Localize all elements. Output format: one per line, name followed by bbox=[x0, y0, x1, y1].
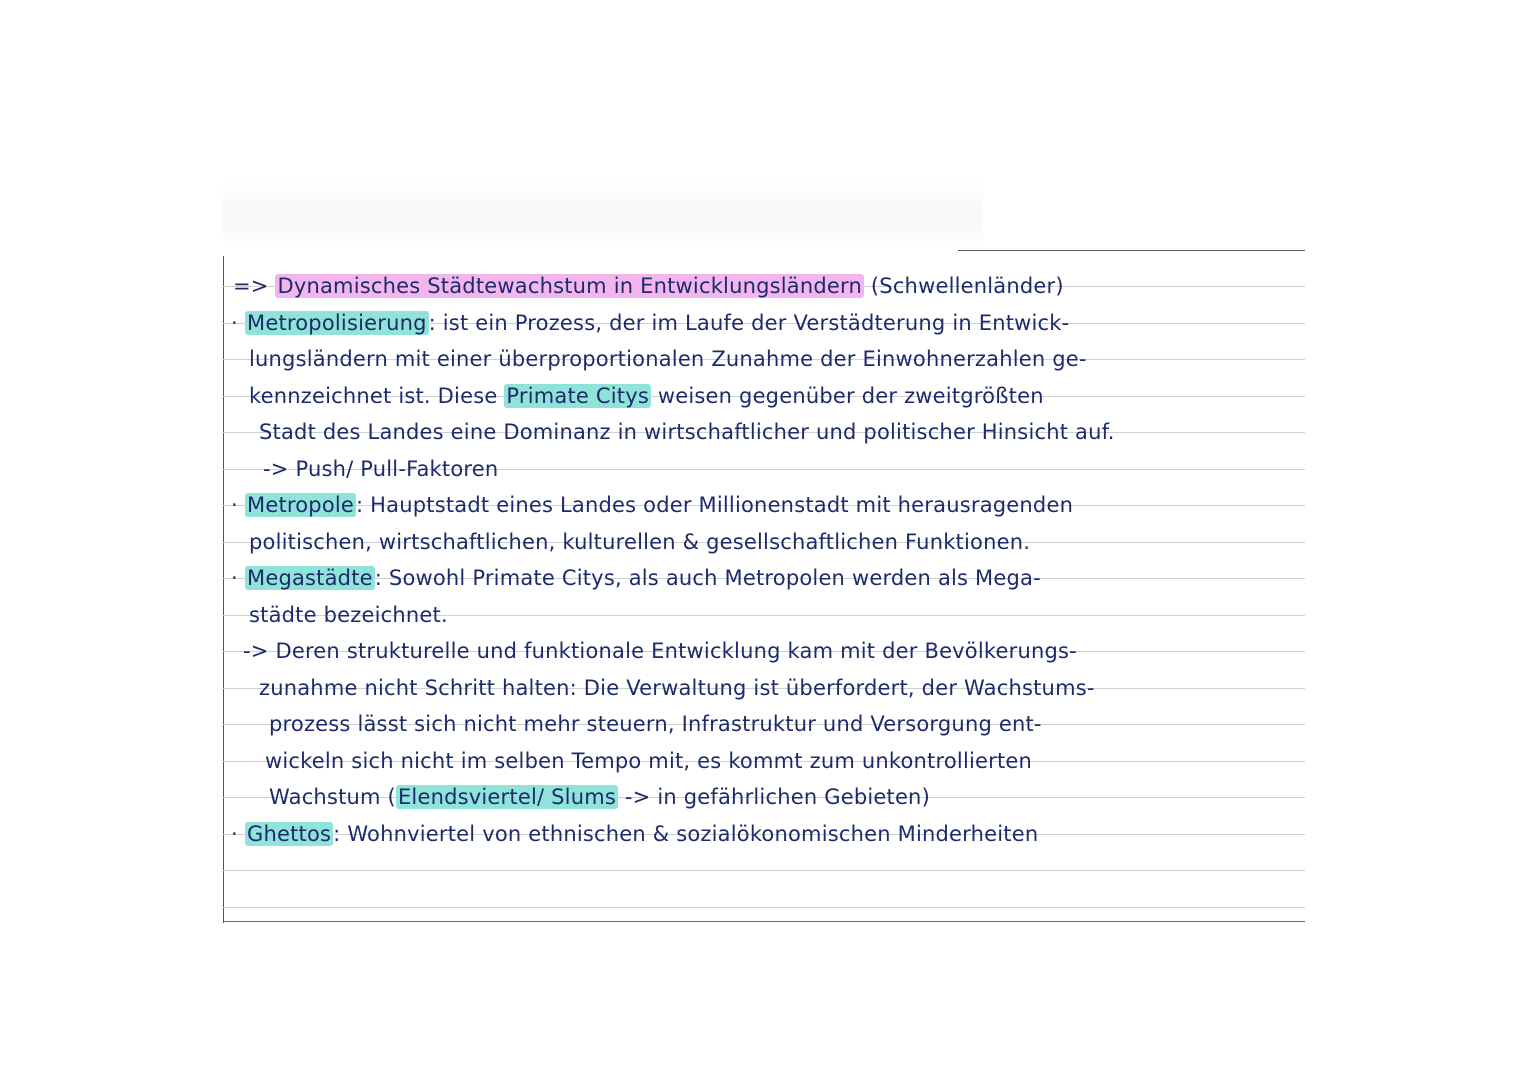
ruled-line bbox=[223, 907, 1305, 908]
highlighted-term: Dynamisches Städtewachstum in Entwicklungsländern bbox=[277, 274, 863, 298]
note-text-span: Stadt des Landes eine Dominanz in wirtschaftlicher und politischer Hinsicht auf. bbox=[259, 420, 1115, 444]
note-text-span: : ist ein Prozess, der im Laufe der Verstädterung in Entwick- bbox=[428, 310, 1070, 335]
highlighted-term: Metropolisierung bbox=[247, 310, 427, 335]
note-line bbox=[223, 597, 1331, 633]
top-border-line bbox=[958, 250, 1305, 251]
bullet-dot: · bbox=[231, 821, 238, 846]
note-text-span: => bbox=[233, 274, 276, 298]
note-text-span: kennzeichnet ist. Diese bbox=[249, 383, 505, 408]
note-line bbox=[223, 378, 1331, 414]
note-text-span: städte bezeichnet. bbox=[249, 602, 448, 627]
highlighted-term: Metropole bbox=[247, 493, 355, 517]
note-line bbox=[223, 524, 1331, 560]
note-line bbox=[223, 560, 1313, 596]
ruled-line bbox=[223, 870, 1305, 871]
note-text-span: : Hauptstadt eines Landes oder Millionenstadt mit herausragenden bbox=[356, 493, 1074, 517]
note-text-span: zunahme nicht Schritt halten: Die Verwaltung ist überfordert, der Wachstums- bbox=[259, 675, 1095, 700]
note-line bbox=[223, 341, 1331, 377]
note-line bbox=[223, 633, 1325, 669]
note-line bbox=[223, 268, 1315, 304]
note-text-span: -> Deren strukturelle und funktionale Entwicklung kam mit der Bevölkerungs- bbox=[243, 639, 1077, 663]
note-text-span: wickeln sich nicht im selben Tempo mit, es kommt zum unkontrollierten bbox=[265, 748, 1033, 773]
note-text-span: Wachstum ( bbox=[269, 785, 396, 809]
bullet-dot: · bbox=[231, 566, 238, 590]
scan-shadow bbox=[223, 178, 983, 248]
highlighted-term: Elendsviertel/ Slums bbox=[397, 785, 616, 809]
note-text-span: weisen gegenüber der zweitgrößten bbox=[650, 383, 1044, 408]
note-line bbox=[223, 305, 1313, 341]
note-text-span: prozess lässt sich nicht mehr steuern, Infrastruktur und Versorgung ent- bbox=[269, 712, 1042, 736]
note-line bbox=[223, 451, 1345, 487]
highlighted-term: Ghettos bbox=[247, 821, 332, 846]
note-line bbox=[223, 706, 1351, 742]
note-text-span: lungsländern mit einer überproportionalen Zunahme der Einwohnerzahlen ge- bbox=[249, 347, 1087, 371]
note-card bbox=[223, 178, 1305, 923]
note-line bbox=[223, 816, 1313, 852]
note-text-span: : Sowohl Primate Citys, als auch Metropolen werden als Mega- bbox=[374, 566, 1041, 590]
bottom-border-line bbox=[223, 921, 1305, 922]
note-text-span: -> in gefährlichen Gebieten) bbox=[618, 785, 930, 809]
note-line bbox=[223, 670, 1341, 706]
note-line bbox=[223, 487, 1313, 523]
bullet-dot: · bbox=[231, 493, 238, 517]
highlighted-term: Primate Citys bbox=[506, 383, 649, 408]
highlighted-term: Megastädte bbox=[247, 566, 373, 590]
note-text-span: (Schwellenländer) bbox=[864, 274, 1064, 298]
note-text-span: politischen, wirtschaftlichen, kulturellen & gesellschaftlichen Funktionen. bbox=[249, 529, 1031, 554]
note-text-span: -> Push/ Pull-Faktoren bbox=[263, 456, 499, 481]
note-text-span: : Wohnviertel von ethnischen & sozialökonomischen Minderheiten bbox=[333, 821, 1039, 846]
note-line bbox=[223, 743, 1347, 779]
note-line bbox=[223, 414, 1341, 450]
bullet-dot: · bbox=[231, 310, 238, 335]
note-line bbox=[223, 779, 1351, 815]
